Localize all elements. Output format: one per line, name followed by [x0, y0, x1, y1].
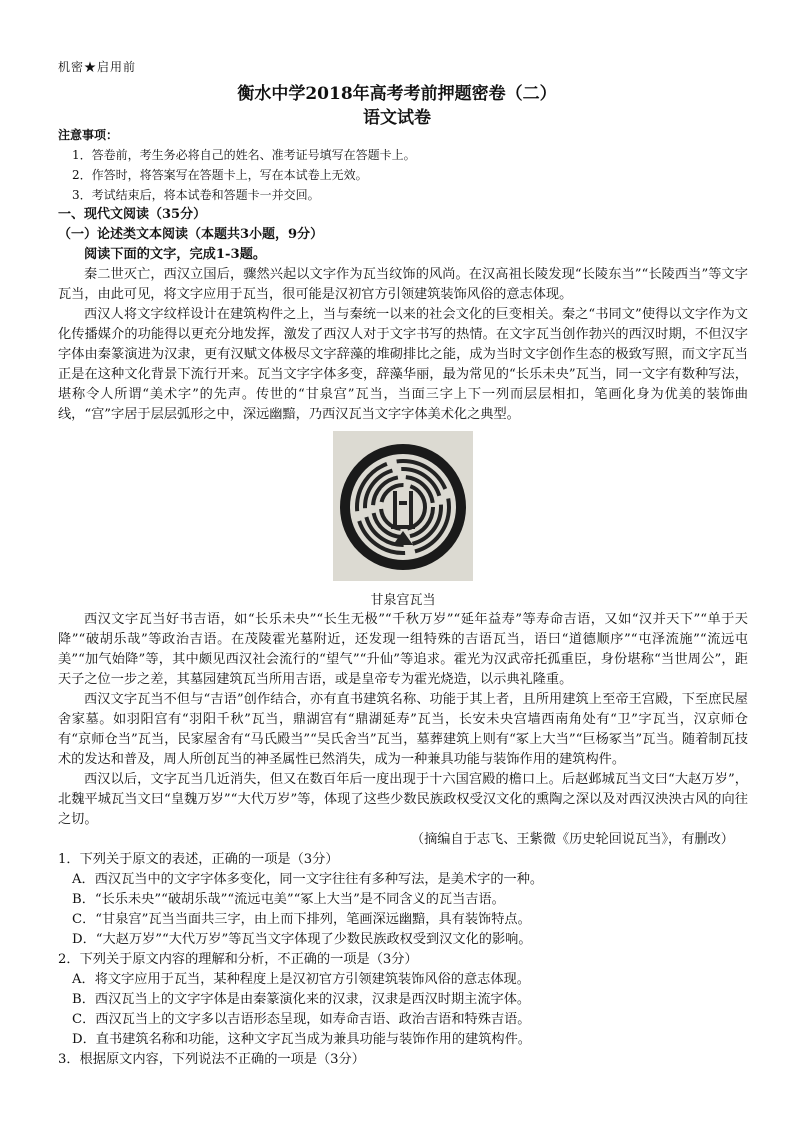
question-option: A．将文字应用于瓦当，某种程度上是汉初官方引领建筑装饰风俗的意志体现。 — [72, 972, 530, 987]
exam-subtitle: 语文试卷 — [363, 108, 431, 128]
notes-block — [58, 125, 748, 205]
question-stem: 2．下列关于原文内容的理解和分析，不正确的一项是（3分） — [58, 952, 418, 967]
note-item: 2．作答时，将答案写在答题卡上，写在本试卷上无效。 — [72, 168, 368, 182]
subsection-heading: （一）论述类文本阅读（本题共3小题，9分） — [58, 227, 324, 242]
confidential-label: 机密★启用前 — [58, 60, 137, 74]
question-option: B．西汉瓦当上的文字字体是由秦篆演化来的汉隶，汉隶是西汉时期主流字体。 — [72, 992, 531, 1007]
tile-image — [333, 431, 473, 581]
source-citation: （摘编自于志飞、王紫微《历史轮回说瓦当》，有删改） — [410, 832, 734, 847]
notes-heading: 注意事项： — [58, 128, 119, 142]
reading-instruction: 阅读下面的文字，完成1-3题。 — [84, 247, 267, 262]
question-option: C．“甘泉宫”瓦当当面共三字，由上而下排列，笔画深远幽黯，具有装饰特点。 — [72, 912, 531, 927]
note-item: 3．考试结束后，将本试卷和答题卡一并交回。 — [72, 188, 320, 202]
question-option: C．西汉瓦当上的文字多以吉语形态呈现，如寿命吉语、政治吉语和特殊吉语。 — [72, 1012, 531, 1027]
passage-paragraph: 西汉人将文字纹样设计在建筑构件之上，当与秦统一以来的社会文化的巨变相关。秦之“书同文”使得以文字作为文化传播媒介的功能得以更充分地发挥，激发了西汉人对于文字书写的热情。在文字瓦当创作勃兴的西汉时期，不但汉字字体由秦篆演进为汉隶，更有汉赋文体极尽文字辞藻的堆砌排比之能，成为当时文字创作生态的极致写照，而文字瓦当正是在这种文化背景下流行开来。瓦当文字字体多变，辞藻华丽，最为常见的“长乐未央”瓦当，同一文字有数种写法，堪称令人所谓“美术字”的先声。传世的“甘泉宫”瓦当，当面三字上下一列而层层相扣，笔画化身为优美的装饰曲线，“宫”字居于层层弧形之中，深远幽黯，乃西汉瓦当文字字体美术化之典型。 — [58, 307, 748, 422]
question-option: B．“长乐未央”“破胡乐哉”“流远屯美”“冢上大当”是不同含义的瓦当吉语。 — [72, 892, 505, 907]
note-item: 1．答卷前，考生务必将自己的姓名、准考证号填写在答题卡上。 — [72, 148, 416, 162]
exam-title: 衡水中学2018年高考考前押题密卷（二） — [237, 84, 557, 104]
figure — [58, 431, 748, 610]
passage-paragraph: 秦二世灭亡，西汉立国后，骤然兴起以文字作为瓦当纹饰的风尚。在汉高祖长陵发现“长陵东当”“长陵西当”等文字瓦当，由此可见，将文字应用于瓦当，很可能是汉初官方引领建筑装饰风俗的意志体现。 — [58, 267, 748, 302]
passage-paragraph: 西汉文字瓦当好书吉语，如“长乐未央”“长生无极”“千秋万岁”“延年益寿”等寿命吉语，又如“汉并天下”“单于天降”“破胡乐哉”等政治吉语。在茂陵霍光墓附近，还发现一组特殊的吉语瓦当，语曰“道德顺序”“屯泽流施”“流远屯美”“加气始降”等，其中颇见西汉社会流行的“望气”“升仙”等追求。霍光为汉武帝托孤重臣，身份堪称“当世周公”，距天子之位一步之差，其墓园建筑瓦当所用吉语，或是皇帝专为霍光烧造，以示典礼隆重。 — [58, 612, 748, 687]
figure-caption: 甘泉宫瓦当 — [370, 593, 436, 608]
passage-paragraph: 西汉以后，文字瓦当几近消失，但又在数百年后一度出现于十六国宫殿的檐口上。后赵邺城瓦当文曰“大赵万岁”，北魏平城瓦当文曰“皇魏万岁”“大代万岁”等，体现了这些少数民族政权受汉文化的熏陶之深以及对西汉泱泱古风的向往之切。 — [58, 772, 748, 827]
section-heading: 一、现代文阅读（35分） — [58, 207, 207, 222]
passage-paragraph: 西汉文字瓦当不但与“吉语”创作结合，亦有直书建筑名称、功能于其上者，且所用建筑上至帝王宫殿，下至庶民屋舍家墓。如羽阳宫有“羽阳千秋”瓦当，鼎湖宫有“鼎湖延寿”瓦当，长安未央宫墙西南角处有“卫”字瓦当，汉京师仓有“京师仓当”瓦当，民家屋舍有“马氏殿当”“吴氏舍当”瓦当，墓葬建筑上则有“冢上大当”“巨杨冢当”瓦当。随着制瓦技术的发达和普及，周人所创瓦当的神圣属性已然消失，成为一种兼具功能与装饰作用的建筑构件。 — [58, 692, 748, 767]
main-content — [58, 205, 748, 1070]
question-stem: 1．下列关于原文的表述，正确的一项是（3分） — [58, 852, 339, 867]
question-stem: 3．根据原文内容，下列说法不正确的一项是（3分） — [58, 1052, 365, 1067]
question-option: D．直书建筑名称和功能，这种文字瓦当成为兼具功能与装饰作用的建筑构件。 — [72, 1032, 531, 1047]
question-option: A．西汉瓦当中的文字字体多变化，同一文字往往有多种写法，是美术字的一种。 — [72, 872, 544, 887]
question-option: D．“大赵万岁”“大代万岁”等瓦当文字体现了少数民族政权受到汉文化的影响。 — [72, 932, 532, 947]
